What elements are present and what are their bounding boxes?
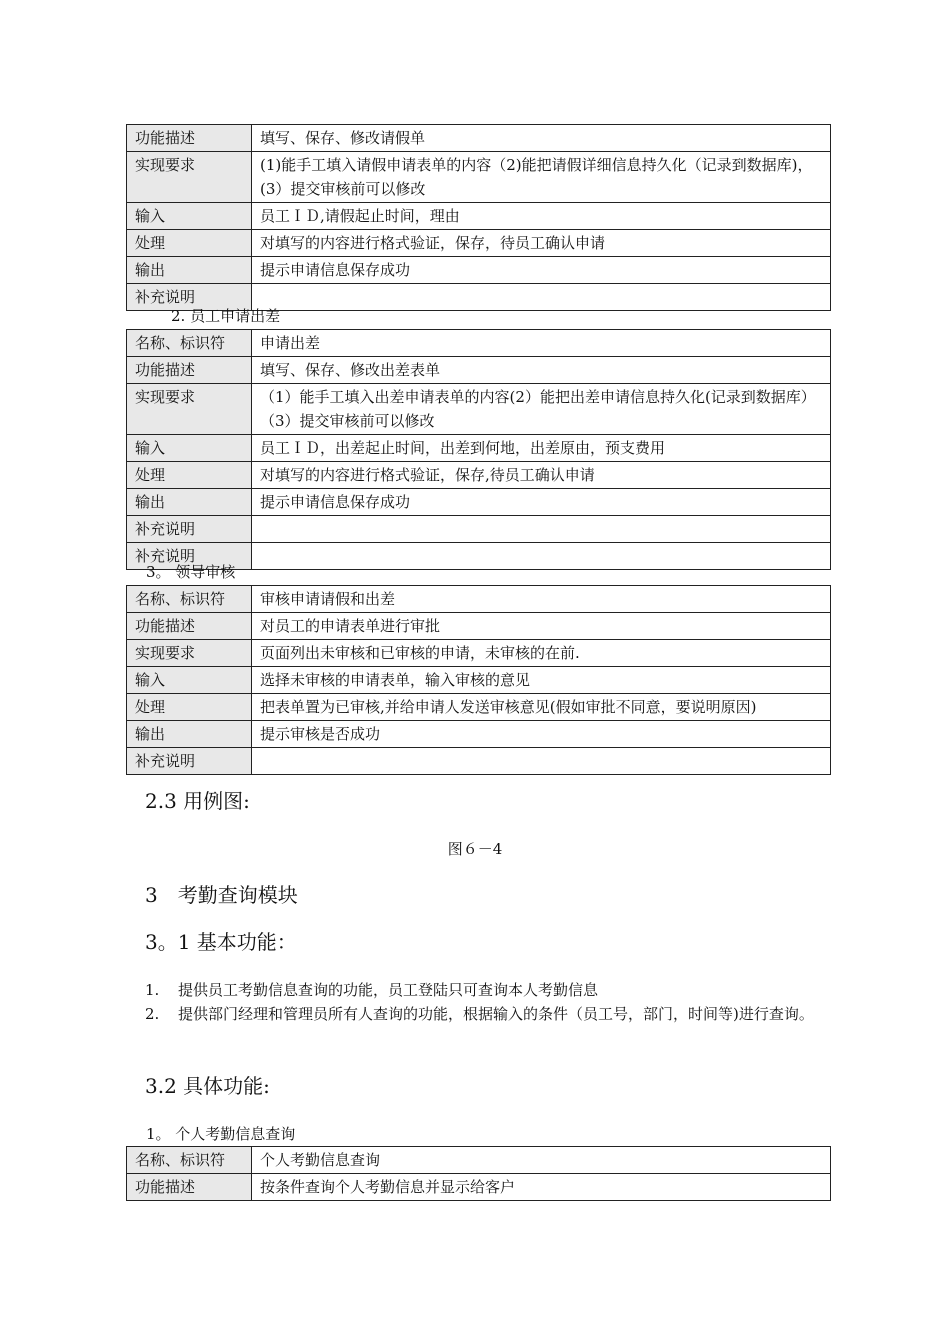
row-value: 把表单置为已审核,并给申请人发送审核意见(假如审批不同意，要说明原因): [252, 694, 831, 721]
row-key: 实现要求: [127, 152, 252, 203]
spec-table-personal-query: [126, 1146, 831, 1201]
table-row: [127, 586, 831, 613]
row-value: (1)能手工填入请假申请表单的内容（2)能把请假详细信息持久化（记录到数据库)，(3）提交审核前可以修改: [252, 152, 831, 203]
heading-specific-functions: 3.2 具体功能:: [145, 1074, 270, 1098]
table-row: [127, 435, 831, 462]
table-row: [127, 613, 831, 640]
row-value: 员工ＩＤ，出差起止时间，出差到何地，出差原由，预支费用: [252, 435, 831, 462]
row-value: 页面列出未审核和已审核的申请，未审核的在前.: [252, 640, 831, 667]
spec-table-leave: [126, 124, 831, 311]
row-value: 员工ＩＤ,请假起止时间，理由: [252, 203, 831, 230]
row-key: 名称、标识符: [127, 1147, 252, 1174]
row-key: 补充说明: [127, 284, 252, 311]
row-value: [252, 748, 831, 775]
row-key: 处理: [127, 462, 252, 489]
row-key: 输出: [127, 257, 252, 284]
table-row: [127, 257, 831, 284]
list-item: [145, 978, 818, 1002]
table-row: [127, 1147, 831, 1174]
figure-caption: 图６－4: [447, 840, 503, 858]
row-key: 补充说明: [127, 543, 252, 570]
spec-table-business-trip: [126, 329, 831, 570]
heading-use-case: 2.3 用例图:: [145, 789, 250, 813]
heading-basic-functions: 3。1 基本功能：: [145, 930, 297, 954]
list-item-text: 提供员工考勤信息查询的功能，员工登陆只可查询本人考勤信息: [178, 981, 599, 999]
table-row: [127, 152, 831, 203]
table-row: [127, 721, 831, 748]
row-value: 按条件查询个人考勤信息并显示给客户: [252, 1174, 831, 1201]
row-key: 输出: [127, 721, 252, 748]
row-value: 填写、保存、修改请假单: [252, 125, 831, 152]
table-row: [127, 230, 831, 257]
row-value: [252, 516, 831, 543]
row-value: 申请出差: [252, 330, 831, 357]
heading-module: 3 考勤查询模块: [145, 883, 298, 907]
row-key: 实现要求: [127, 384, 252, 435]
row-key: 输出: [127, 489, 252, 516]
table-row: [127, 357, 831, 384]
row-value: 提示申请信息保存成功: [252, 489, 831, 516]
row-key: 补充说明: [127, 748, 252, 775]
list-item: [145, 1002, 818, 1026]
table-row: [127, 462, 831, 489]
row-key: 名称、标识符: [127, 330, 252, 357]
row-value: 个人考勤信息查询: [252, 1147, 831, 1174]
row-key: 输入: [127, 667, 252, 694]
table-row: [127, 203, 831, 230]
row-value: 对员工的申请表单进行审批: [252, 613, 831, 640]
section-label-leader-review: 3。 领导审核: [146, 563, 236, 581]
table-row: [127, 516, 831, 543]
row-key: 功能描述: [127, 125, 252, 152]
row-value: 填写、保存、修改出差表单: [252, 357, 831, 384]
row-value: 提示审核是否成功: [252, 721, 831, 748]
list-item-number: 2.: [145, 1005, 160, 1023]
row-key: 实现要求: [127, 640, 252, 667]
row-key: 功能描述: [127, 357, 252, 384]
row-key: 输入: [127, 435, 252, 462]
row-value: 提示申请信息保存成功: [252, 257, 831, 284]
table-row: [127, 748, 831, 775]
table-row: [127, 640, 831, 667]
row-value: （1）能手工填入出差申请表单的内容(2）能把出差申请信息持久化(记录到数据库）（3）提交审核前可以修改: [252, 384, 831, 435]
table-row: [127, 1174, 831, 1201]
row-key: 功能描述: [127, 1174, 252, 1201]
row-key: 处理: [127, 694, 252, 721]
row-value: 对填写的内容进行格式验证，保存,待员工确认申请: [252, 462, 831, 489]
section-label-personal-query: 1。 个人考勤信息查询: [146, 1125, 296, 1143]
table-row: [127, 694, 831, 721]
table-row: [127, 125, 831, 152]
row-key: 功能描述: [127, 613, 252, 640]
table-row: [127, 330, 831, 357]
row-value: 对填写的内容进行格式验证，保存，待员工确认申请: [252, 230, 831, 257]
spec-table-leader-review: [126, 585, 831, 775]
list-item-number: 1.: [145, 981, 160, 999]
row-key: 补充说明: [127, 516, 252, 543]
row-value: [252, 543, 831, 570]
row-value: 选择未审核的申请表单，输入审核的意见: [252, 667, 831, 694]
row-key: 输入: [127, 203, 252, 230]
section-label-business-trip: 2. 员工申请出差: [171, 307, 281, 325]
table-row: [127, 667, 831, 694]
table-row: [127, 384, 831, 435]
list-item-text: 提供部门经理和管理员所有人查询的功能，根据输入的条件（员工号，部门，时间等)进行查询。: [178, 1005, 814, 1023]
row-key: 名称、标识符: [127, 586, 252, 613]
row-key: 处理: [127, 230, 252, 257]
row-value: 审核申请请假和出差: [252, 586, 831, 613]
basic-function-list: [145, 978, 818, 1026]
row-value: [252, 284, 831, 311]
table-row: [127, 489, 831, 516]
